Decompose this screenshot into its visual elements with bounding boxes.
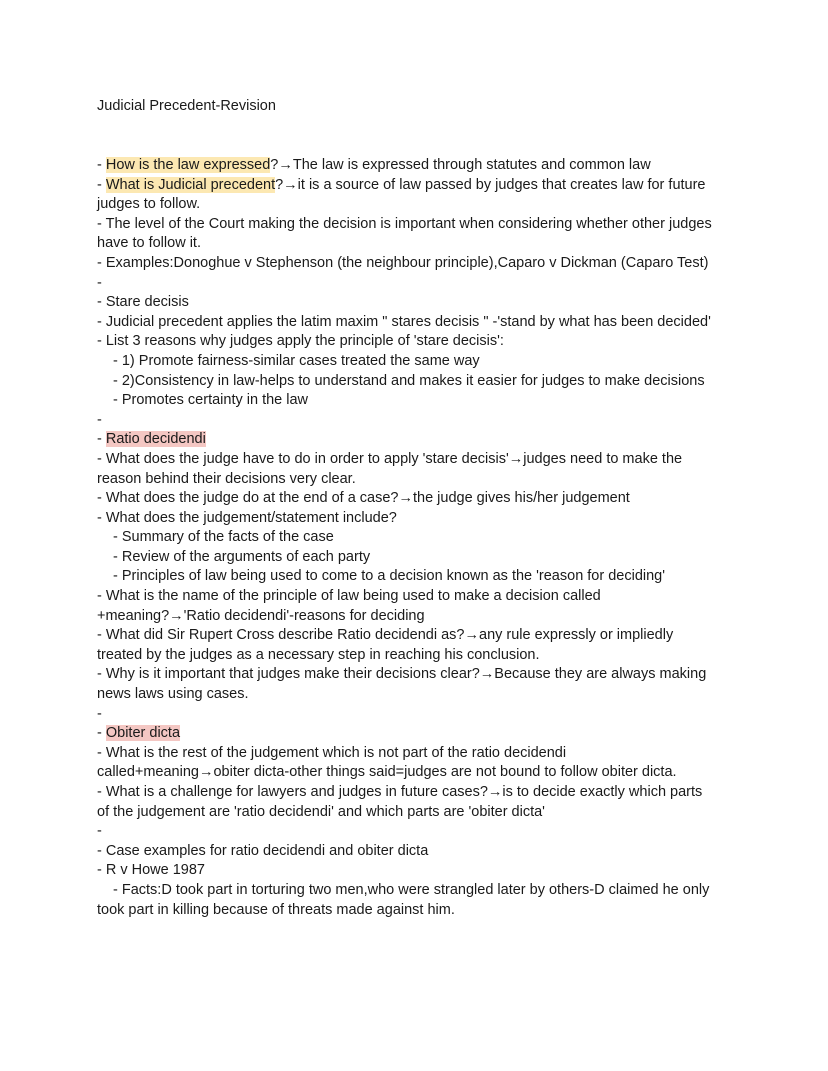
text-line: [97, 489, 737, 509]
line-text: +meaning?→'Ratio decidendi'-reasons for deciding: [97, 607, 425, 624]
text-line: [97, 783, 737, 803]
text-line: [97, 665, 737, 685]
line-text: - Case examples for ratio decidendi and obiter dicta: [97, 842, 429, 859]
text-line: [97, 822, 737, 842]
line-text: treated by the judges as a necessary step in reaching his conclusion.: [97, 646, 540, 663]
section-heading: Obiter dicta: [105, 725, 181, 742]
text-line: [97, 470, 737, 490]
document-body: [97, 156, 737, 920]
line-prefix: -: [97, 725, 106, 742]
line-text: - What does the judge do at the end of a case?→the judge gives his/her judgement: [97, 490, 630, 507]
line-text: - Summary of the facts of the case: [113, 529, 334, 546]
text-line: [97, 254, 737, 274]
text-line: [97, 234, 737, 254]
text-line: [97, 881, 737, 901]
text-line: [97, 372, 737, 392]
text-line: [97, 646, 737, 666]
line-text: - Facts:D took part in torturing two men,who were strangled later by others-D claimed he only: [113, 881, 710, 898]
line-text: - Promotes certainty in the law: [113, 392, 309, 409]
text-line: [97, 528, 737, 548]
line-text: of the judgement are 'ratio decidendi' and which parts are 'obiter dicta': [97, 803, 545, 820]
line-text: have to follow it.: [97, 235, 201, 252]
line-text: - R v Howe 1987: [97, 862, 205, 879]
text-line: [97, 352, 737, 372]
line-text: - List 3 reasons why judges apply the principle of 'stare decisis':: [97, 333, 504, 350]
line-text: reason behind their decisions very clear.: [97, 470, 356, 487]
line-text: - What does the judge have to do in order to apply 'stare decisis'→judges need to make the: [97, 450, 683, 467]
line-text: - Examples:Donoghue v Stephenson (the neighbour principle),Caparo v Dickman (Caparo Test): [97, 254, 709, 271]
line-text: - Why is it important that judges make their decisions clear?→Because they are always making: [97, 666, 707, 683]
line-text: -: [97, 411, 102, 428]
text-line: [97, 626, 737, 646]
text-line: [97, 724, 737, 744]
line-text: news laws using cases.: [97, 686, 249, 703]
text-line: [97, 803, 737, 823]
text-line: [97, 274, 737, 294]
line-text: called+meaning→obiter dicta-other things said=judges are not bound to follow obiter dicta.: [97, 764, 677, 781]
text-line: [97, 548, 737, 568]
text-line: [97, 156, 737, 176]
line-text: - Review of the arguments of each party: [113, 548, 371, 565]
text-line: [97, 332, 737, 352]
highlighted-question: What is Judicial precedent: [105, 176, 276, 193]
document-title: Judicial Precedent-Revision: [97, 98, 276, 114]
text-line: [97, 509, 737, 529]
text-line: [97, 705, 737, 725]
text-line: [97, 861, 737, 881]
text-line: [97, 450, 737, 470]
line-text: - Principles of law being used to come to a decision known as the 'reason for deciding': [113, 568, 666, 585]
line-text: - Judicial precedent applies the latim maxim " stares decisis " -'stand by what has been decided': [97, 313, 711, 330]
line-text: - What is the rest of the judgement which is not part of the ratio decidendi: [97, 744, 567, 761]
line-text: - What is a challenge for lawyers and judges in future cases?→is to decide exactly which parts: [97, 784, 703, 800]
text-line: [97, 763, 737, 783]
line-text: -: [97, 705, 102, 722]
line-text: - 1) Promote fairness-similar cases treated the same way: [113, 352, 480, 369]
text-line: [97, 744, 737, 764]
line-text: -: [97, 274, 102, 291]
line-text: - What did Sir Rupert Cross describe Ratio decidendi as?→any rule expressly or impliedly: [97, 627, 674, 644]
line-text: - The level of the Court making the decision is important when considering whether other judges: [97, 215, 712, 232]
text-line: [97, 842, 737, 862]
text-line: [97, 313, 737, 333]
line-prefix: -: [97, 157, 106, 173]
line-prefix: -: [97, 431, 106, 448]
line-text: ?→The law is expressed through statutes and common law: [270, 157, 651, 173]
text-line: [97, 391, 737, 411]
text-line: [97, 685, 737, 705]
text-line: [97, 176, 737, 196]
line-text: - Stare decisis: [97, 294, 189, 311]
line-text: - What does the judgement/statement include?: [97, 509, 397, 526]
text-line: [97, 293, 737, 313]
highlighted-question: How is the law expressed: [105, 157, 271, 173]
text-line: [97, 567, 737, 587]
text-line: [97, 195, 737, 215]
text-line: [97, 430, 737, 450]
text-line: [97, 215, 737, 235]
line-text: -: [97, 823, 102, 840]
section-heading: Ratio decidendi: [105, 431, 206, 448]
line-text: ?→it is a source of law passed by judges that creates law for future: [275, 176, 706, 193]
line-text: - 2)Consistency in law-helps to understand and makes it easier for judges to make decisions: [113, 372, 705, 389]
line-prefix: -: [97, 176, 106, 193]
text-line: [97, 411, 737, 431]
text-line: [97, 587, 737, 607]
text-line: [97, 901, 737, 921]
line-text: judges to follow.: [97, 196, 201, 213]
line-text: - What is the name of the principle of law being used to make a decision called: [97, 588, 601, 605]
line-text: took part in killing because of threats made against him.: [97, 901, 455, 918]
text-line: [97, 607, 737, 627]
